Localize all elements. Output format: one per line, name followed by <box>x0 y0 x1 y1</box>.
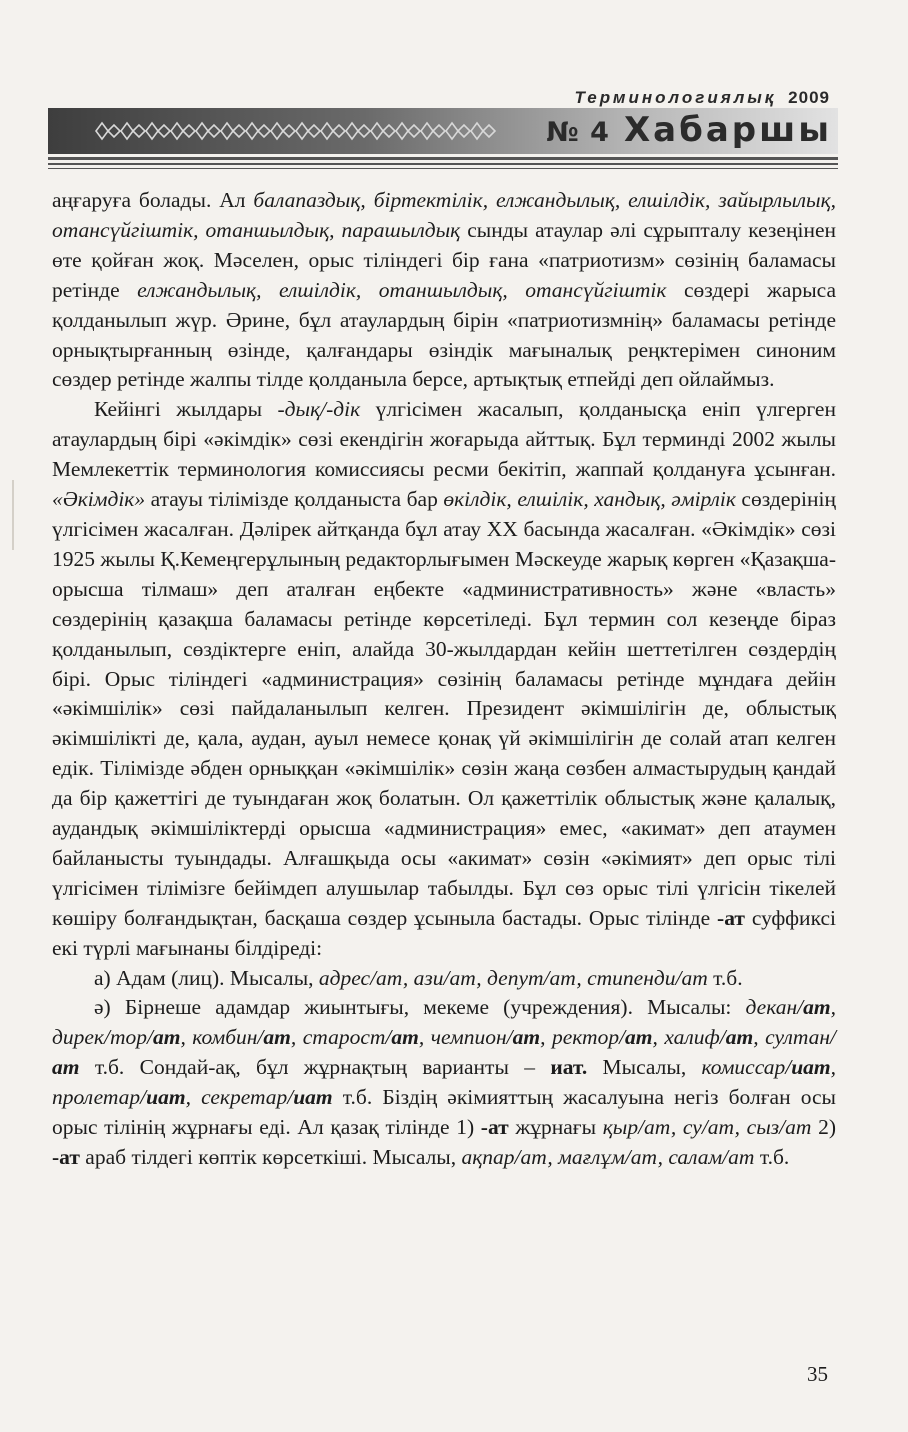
text-run: ат <box>625 1025 653 1050</box>
header-rule <box>48 157 838 160</box>
text-run <box>625 1025 652 1049</box>
text-run: сынды атаулар әлі сұрыпталу кезеңінен өте қойған жоқ. Мәселен, орыс тіліндегі бір ғана «патриотизм» сөзінің баламасы ретінде <box>52 217 837 302</box>
header-rule <box>48 163 838 165</box>
text-run: , халиф/ <box>652 1025 726 1050</box>
paragraph <box>52 993 836 1172</box>
text-run: , комбин/ <box>180 1025 264 1050</box>
text-run: аңғаруға болады. Ал <box>52 188 254 212</box>
text-run: ат <box>512 1025 541 1050</box>
text-run: иат <box>791 1055 831 1080</box>
text-run <box>293 1085 332 1109</box>
header-rule <box>48 168 838 169</box>
text-run: ат <box>152 1025 181 1050</box>
text-run <box>263 1025 290 1049</box>
text-run <box>52 1055 79 1079</box>
article-body <box>52 186 836 1173</box>
text-run <box>513 1025 540 1049</box>
text-run: декан/ <box>745 995 804 1020</box>
page-header <box>0 0 908 180</box>
text-run: Мысалы, <box>587 1055 702 1080</box>
text-run: т.б. Сондай-ақ, бұл жұрнақтың варианты – <box>79 1055 551 1080</box>
text-run: сөздері жарыса қолданылып жүр. Әрине, бұл атаулардың бірін «патриотизмнің» баламасы ретінде орнықтырғанның өзінде, қалғандары өзіндік мағыналық реңктерімен синоним сөздер ретінде жалпы тілде қолданыла берсе, артықтық етпейді деп ойлаймыз. <box>52 277 836 392</box>
text-run: , пролетар/ <box>52 1055 836 1110</box>
header-title-block <box>546 110 832 150</box>
journal-title: Хабаршы <box>623 110 832 150</box>
text-run: иат. <box>550 1055 588 1080</box>
text-run: адрес/ат, ази/ат, депут/ат, стипенди/ат <box>318 965 708 990</box>
scan-mark <box>12 480 14 550</box>
text-run: , чемпион/ <box>418 1025 513 1050</box>
text-run <box>146 1085 185 1109</box>
text-run: Кейінгі жылдары <box>94 397 278 422</box>
text-run: ат <box>263 1025 291 1050</box>
ornament-pattern-icon <box>88 114 508 148</box>
journal-name: Терминологиялық <box>574 88 777 107</box>
text-run: т.б. <box>754 1145 790 1169</box>
text-run <box>391 1025 418 1049</box>
text-run: -ат <box>717 905 745 930</box>
text-run: , султан/ <box>753 1025 837 1050</box>
text-run <box>803 995 830 1019</box>
text-run <box>153 1025 180 1049</box>
text-run: суффиксі екі түрлі мағынаны білдіреді: <box>52 905 836 960</box>
journal-name-line <box>575 88 830 108</box>
text-run: -ат <box>480 1115 509 1140</box>
text-run: , ректор/ <box>540 1025 626 1050</box>
text-run: иат <box>293 1085 333 1110</box>
text-run <box>726 1025 753 1049</box>
text-run: сөздерінің үлгісімен жасалған. Дәлірек айтқанда бұл атау XX басында жасалған. «Әкімдік» сөзі 1925 жылы Қ.Кемеңгерұлының редакторлығымен Мәскеуде жарық көрген «Қазақша-орысша тілмаш» деп аталған еңбекте «административность» және «власть» сөздерінің қазақша баламасы ретінде көрсетіледі. Бұл термин сол кезеңде біраз қолданылып, сөздіктерге еніп, алайда 30-жылдардан кейін шеттетілген сөздердің бірі. Орыс тіліндегі «администрация» сөзінің баламасы ретінде мұндаға дейін «әкімшілік» сөзі пайдаланылып келген. Президент әкімшілігін де, облыстық әкімшілікті де, қала, аудан, ауыл немесе қонақ үй әкімшілігін де солай атап келген едік. Тілімізде әбден орныққан «әкімшілік» сөзін жаңа сөзбен алмастырудың қандай да бір қажеттігі де туындаған жоқ болатын. Ол қажеттілік облыстық және қалалық, аудандық әкімшіліктерді орысша «администрация» емес, «акимат» деп атаумен байланысты туындады. Алғашқыда осы «акимат» сөзін «әкімият» деп орыс тілі үлгісімен тілімізге бейімдеп алушылар табылды. Бұл сөз орыс тілі үлгісін тікелей көшіру болғандықтан, басқаша сөздер ұсынылa бастады. Орыс тілінде <box>52 487 837 930</box>
text-run: балапаздық, біртектілік, елжандылық, елшілдік, зайырлылық, отансүйгіштік, отаншылдық, парашылдық <box>52 188 836 242</box>
text-run: ақпар/ат, мағлұм/ат, салам/ат <box>461 1145 755 1169</box>
text-run: а) Адам (лиц). Мысалы, <box>94 965 319 990</box>
text-run: , староcт/ <box>290 1025 392 1050</box>
text-run: т.б. Біздің әкімияттың жасалуына негіз болған осы орыс тілінің жұрнағы еді. Ал қазақ тілінде 1) <box>52 1085 836 1140</box>
text-run: қыр/ат, су/ат, сыз/ат <box>602 1115 812 1140</box>
paragraph <box>52 964 836 994</box>
text-run: -ат <box>52 1145 80 1169</box>
text-run: «Әкімдік» <box>52 487 146 512</box>
text-run: ат <box>391 1025 419 1050</box>
text-run: , секретар/ <box>185 1085 294 1110</box>
text-run: атауы тілімізде қолданыста бар <box>145 487 444 512</box>
issue-number: № 4 <box>546 117 610 148</box>
paragraph <box>52 395 836 963</box>
text-run: 2) <box>811 1115 836 1140</box>
page-number: 35 <box>807 1362 828 1386</box>
text-run <box>791 1055 830 1079</box>
text-run: үлгісімен жасалып, қолданысқа еніп үлгерген атаулардың бірі «әкімдік» сөзі екендігін жоғарыда айттық. Бұл терминді 2002 жылы Мемлекеттік терминология комиссиясы ресми бекітіп, жаппай қолдануға ұсынған. <box>52 397 836 482</box>
text-run: , дирек/тор/ <box>52 995 836 1050</box>
text-run: елжандылық, елшілдік, отаншылдық, отансүйгіштік <box>137 277 667 302</box>
text-run: өкілдік, елшілік, хандық, әмірлік <box>443 487 736 512</box>
journal-year: 2009 <box>788 88 830 107</box>
paragraph <box>52 186 836 395</box>
text-run: т.б. <box>707 965 743 990</box>
text-run: ат <box>725 1025 754 1050</box>
text-run: жұрнағы <box>508 1115 603 1140</box>
text-run: ә) Бірнеше адамдар жиынтығы, мекеме (учреждения). Мысалы: <box>94 995 746 1020</box>
text-run: -дық/-дік <box>277 397 361 422</box>
text-run: ат <box>803 995 831 1020</box>
header-band <box>48 108 838 154</box>
text-run: иат <box>146 1085 186 1110</box>
text-run: араб тілдегі көптік көрсеткіші. Мысалы, <box>79 1145 462 1169</box>
text-run: ат <box>52 1055 80 1080</box>
text-run: комиссар/ <box>701 1055 792 1080</box>
